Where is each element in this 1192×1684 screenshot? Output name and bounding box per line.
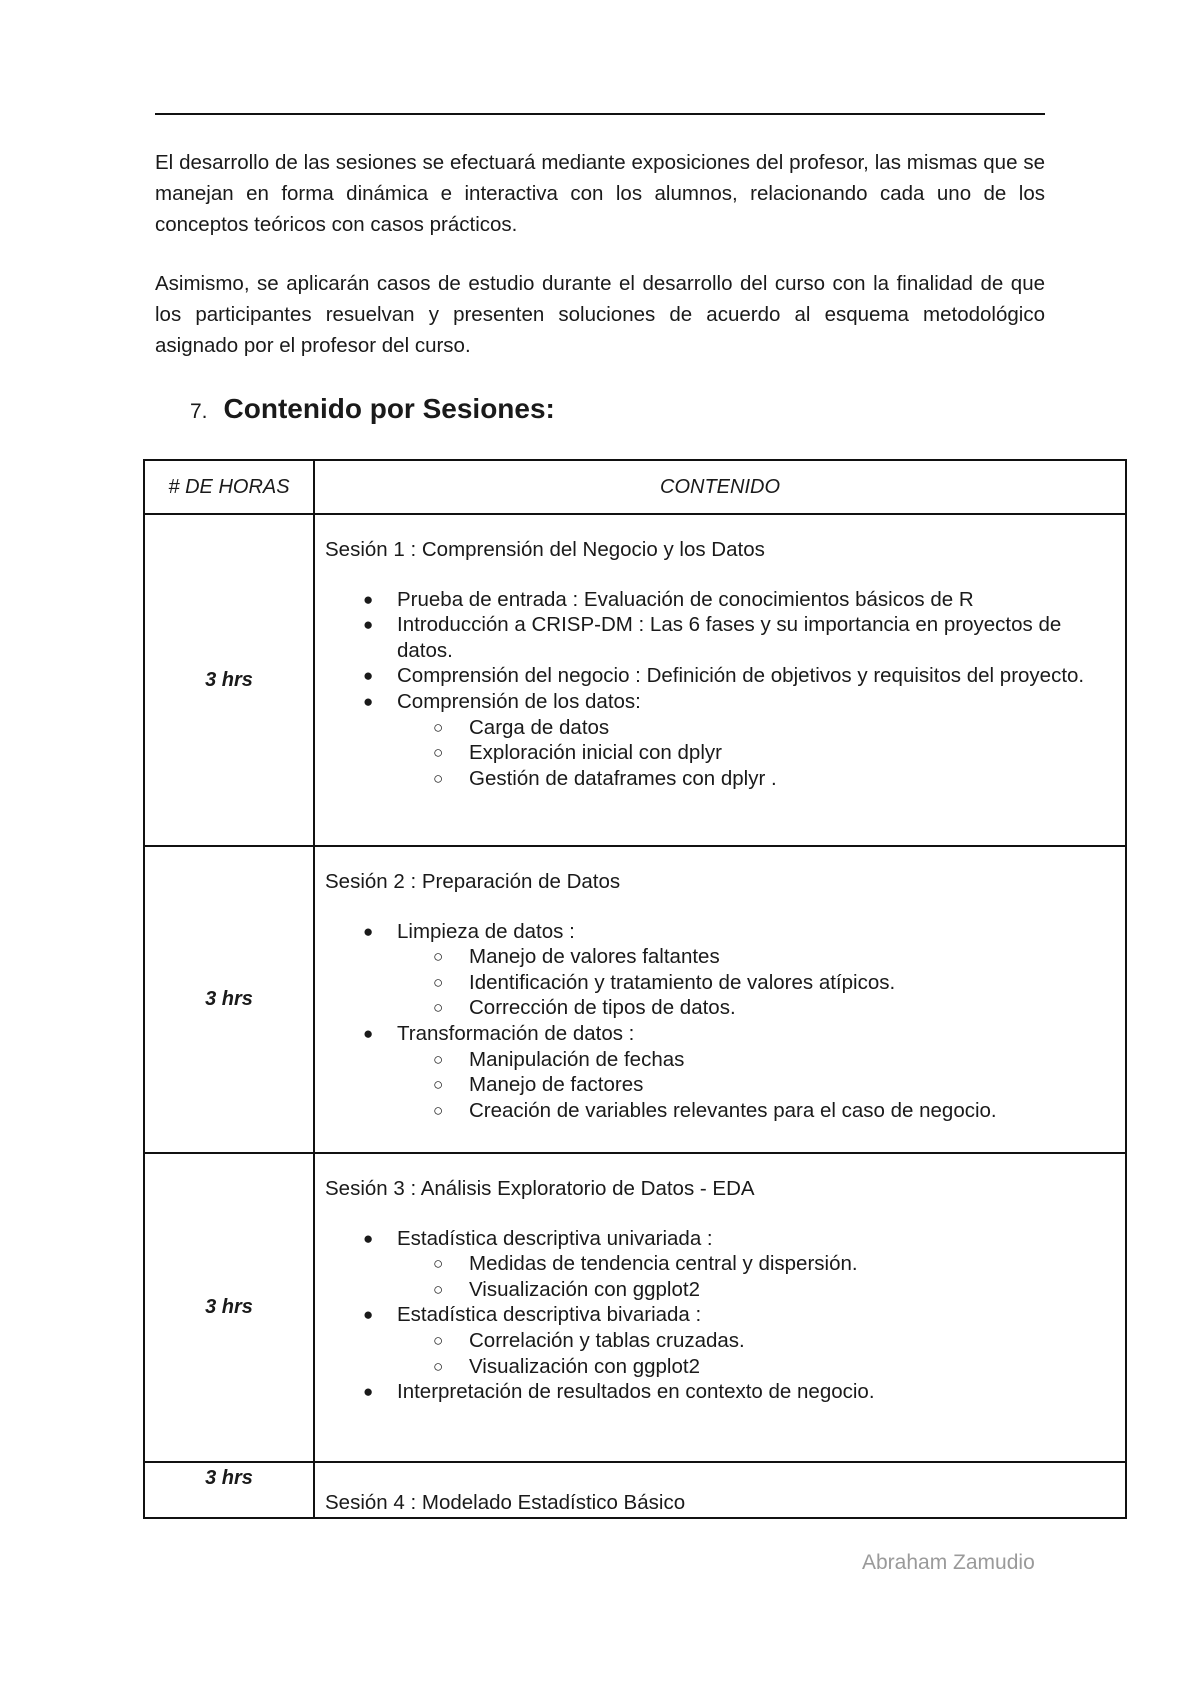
sub-list-item: ○ Medidas de tendencia central y dispersión. — [397, 1251, 1115, 1277]
session-content — [314, 1153, 1126, 1462]
list-item — [325, 919, 1115, 1021]
sub-list-item: ○ Visualización con ggplot2 — [397, 1354, 1115, 1380]
session-title: Sesión 2 : Preparación de Datos — [325, 870, 621, 893]
sessions-table — [143, 459, 1127, 1519]
sub-list-item: ○ Corrección de tipos de datos. — [397, 995, 1115, 1021]
sub-list-item: ○ Gestión de dataframes con dplyr . — [397, 766, 1115, 792]
sub-topic-list — [397, 944, 1115, 1021]
list-item-text: Transformación de datos : — [397, 1021, 635, 1045]
sub-topic-list — [397, 1251, 1115, 1302]
session-hours: 3 hrs — [144, 1153, 314, 1462]
session-title: Sesión 3 : Análisis Exploratorio de Datos - EDA — [325, 1177, 755, 1200]
session-content — [314, 1462, 1126, 1518]
list-item — [325, 1302, 1115, 1379]
sub-list-item: ○ Exploración inicial con dplyr — [397, 740, 1115, 766]
list-item — [325, 1379, 1115, 1405]
header-rule — [155, 113, 1045, 115]
list-item-text: Comprensión de los datos: — [397, 689, 641, 713]
session-hours: 3 hrs — [144, 846, 314, 1153]
list-item-text: Prueba de entrada : Evaluación de conocimientos básicos de R — [397, 587, 974, 611]
list-item — [325, 689, 1115, 791]
list-item — [325, 1021, 1115, 1123]
header-hours: # DE HORAS — [144, 460, 314, 514]
session-title: Sesión 1 : Comprensión del Negocio y los Datos — [325, 538, 765, 561]
section-number: 7. — [190, 400, 208, 423]
list-item-text: Estadística descriptiva bivariada : — [397, 1303, 702, 1327]
list-item — [325, 1226, 1115, 1303]
session-hours: 3 hrs — [144, 1462, 314, 1518]
list-item — [325, 663, 1115, 689]
section-heading — [190, 393, 555, 425]
sub-list-item: ○ Manejo de valores faltantes — [397, 944, 1115, 970]
session-title: Sesión 4 : Modelado Estadístico Básico — [325, 1491, 686, 1514]
session-hours: 3 hrs — [144, 514, 314, 846]
footer-author: Abraham Zamudio — [862, 1551, 1035, 1574]
sub-list-item: ○ Manipulación de fechas — [397, 1047, 1115, 1073]
sub-list-item: ○ Manejo de factores — [397, 1072, 1115, 1098]
sub-list-item: ○ Creación de variables relevantes para el caso de negocio. — [397, 1098, 1115, 1124]
table-row — [144, 1462, 1126, 1518]
paragraph-case-studies: Asimismo, se aplicarán casos de estudio durante el desarrollo del curso con la finalidad de que los participantes resuelvan y presenten soluciones de acuerdo al esquema metodológico asignado por el profesor del curso. — [155, 272, 1045, 357]
table-header-row — [144, 460, 1126, 514]
table-row — [144, 1153, 1126, 1462]
list-item-text: Estadística descriptiva univariada : — [397, 1226, 713, 1250]
sub-topic-list — [397, 1047, 1115, 1124]
table-row — [144, 846, 1126, 1153]
list-item — [325, 612, 1115, 663]
session-topic-list — [325, 919, 1115, 1124]
sub-topic-list — [397, 715, 1115, 792]
paragraph-methodology: El desarrollo de las sesiones se efectuará mediante exposiciones del profesor, las mismas que se manejan en forma dinámica e interactiva con los alumnos, relacionando cada uno de los conceptos teóricos con casos prácticos. — [155, 151, 1045, 236]
section-title: Contenido por Sesiones: — [223, 393, 555, 424]
list-item-text: Introducción a CRISP-DM : Las 6 fases y su importancia en proyectos de datos. — [397, 613, 1062, 662]
sub-list-item: ○ Visualización con ggplot2 — [397, 1277, 1115, 1303]
sub-topic-list — [397, 1328, 1115, 1379]
session-topic-list — [325, 1226, 1115, 1405]
sub-list-item: ○ Correlación y tablas cruzadas. — [397, 1328, 1115, 1354]
session-content — [314, 514, 1126, 846]
session-topic-list — [325, 587, 1115, 792]
list-item — [325, 587, 1115, 613]
session-content — [314, 846, 1126, 1153]
list-item-text: Interpretación de resultados en contexto de negocio. — [397, 1380, 875, 1404]
list-item-text: Comprensión del negocio : Definición de objetivos y requisitos del proyecto. — [397, 664, 1085, 688]
sub-list-item: ○ Carga de datos — [397, 715, 1115, 741]
list-item-text: Limpieza de datos : — [397, 919, 575, 943]
table-row — [144, 514, 1126, 846]
header-content: CONTENIDO — [314, 460, 1126, 514]
sub-list-item: ○ Identificación y tratamiento de valores atípicos. — [397, 970, 1115, 996]
